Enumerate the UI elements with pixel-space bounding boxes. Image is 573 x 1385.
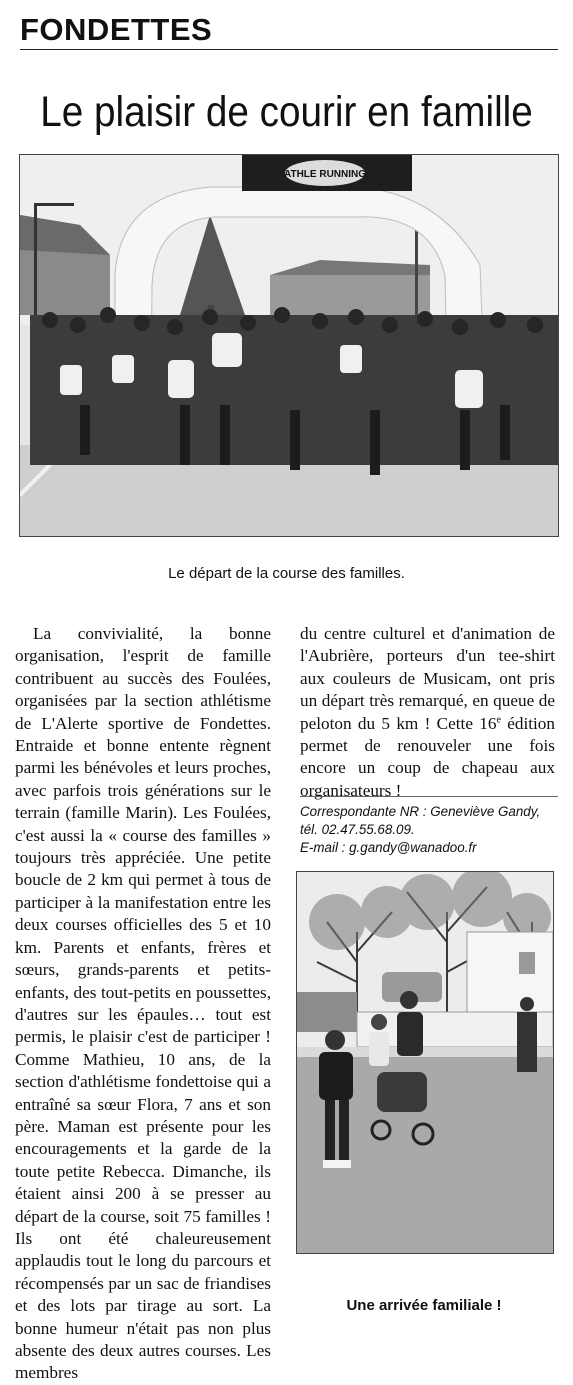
credit-email: E-mail : g.gandy@wanadoo.fr bbox=[300, 840, 477, 855]
article-column-1 bbox=[15, 623, 271, 1385]
credit-name: Correspondante NR : Geneviève Gandy, bbox=[300, 804, 541, 819]
race-start-illustration bbox=[20, 155, 558, 536]
article-body-part2a: du centre culturel et d'animation de l'Aubrière, porteurs d'un tee-shirt aux couleurs de Musicam, ont pris un départ très remarqué, en queue de peloton du 5 km ! Cette 16 bbox=[300, 624, 555, 733]
section-rule bbox=[20, 49, 558, 50]
credit-phone: tél. 02.47.55.68.09. bbox=[300, 822, 415, 837]
article-headline: Le plaisir de courir en famille bbox=[40, 88, 533, 136]
section-title: FONDETTES bbox=[20, 12, 213, 47]
arch-banner-text: ATHLE RUNNING bbox=[283, 169, 367, 180]
article-column-2 bbox=[300, 623, 555, 802]
photo2-caption: Une arrivée familiale ! bbox=[346, 1297, 502, 1314]
edition-superscript: e bbox=[496, 713, 501, 725]
article-body-part2b: édition permet de renouveler une fois encore un coup de chapeau aux organisateurs ! bbox=[300, 713, 555, 800]
article-body-part2 bbox=[300, 623, 555, 802]
credit-separator bbox=[300, 796, 558, 797]
family-arrival-photo bbox=[296, 871, 554, 1254]
article-body-part1: La convivialité, la bonne organisation, l'esprit de famille contribuent au succès des Foulées, organisées par la section athlétisme de L'Alerte sportive de Fondettes. Entraide et bonne entente règnent parmi les bénévoles et leurs proches, avec parfois trois générations sur le terrain (famille Marin). Les Foulées, c'est aussi la « course des familles » toujours très appréciée. Une petite boucle de 2 km qui permet à tous de participer à la manifestation entre les deux courses officielles des 5 et 10 km. Parents et enfants, frères et sœurs, grands-parents et petits-enfants, des tout-petits en poussettes, d'autres sur les épaules… tout est permis, le plaisir c'est de participer ! Comme Mathieu, 10 ans, de la section d'athlétisme fondettoise qui a entraîné sa sœur Flora, 7 ans et son père. Maman est présente pour les encouragements et la garde de la toute petite Rebecca. Dimanche, ils étaient ainsi 200 à se presser au départ de la course, soit 75 familles ! Ils ont été chaleureusement applaudis tout le long du parcours et récompensés par un sac de friandises et des lots par tirage au sort. La bonne humeur n'était pas non plus absente des deux autres courses. Les membres bbox=[15, 624, 271, 1383]
family-arrival-illustration bbox=[297, 872, 553, 1253]
photo1-caption: Le départ de la course des familles. bbox=[168, 565, 405, 582]
race-start-photo bbox=[19, 154, 559, 537]
correspondent-credit bbox=[300, 803, 558, 857]
